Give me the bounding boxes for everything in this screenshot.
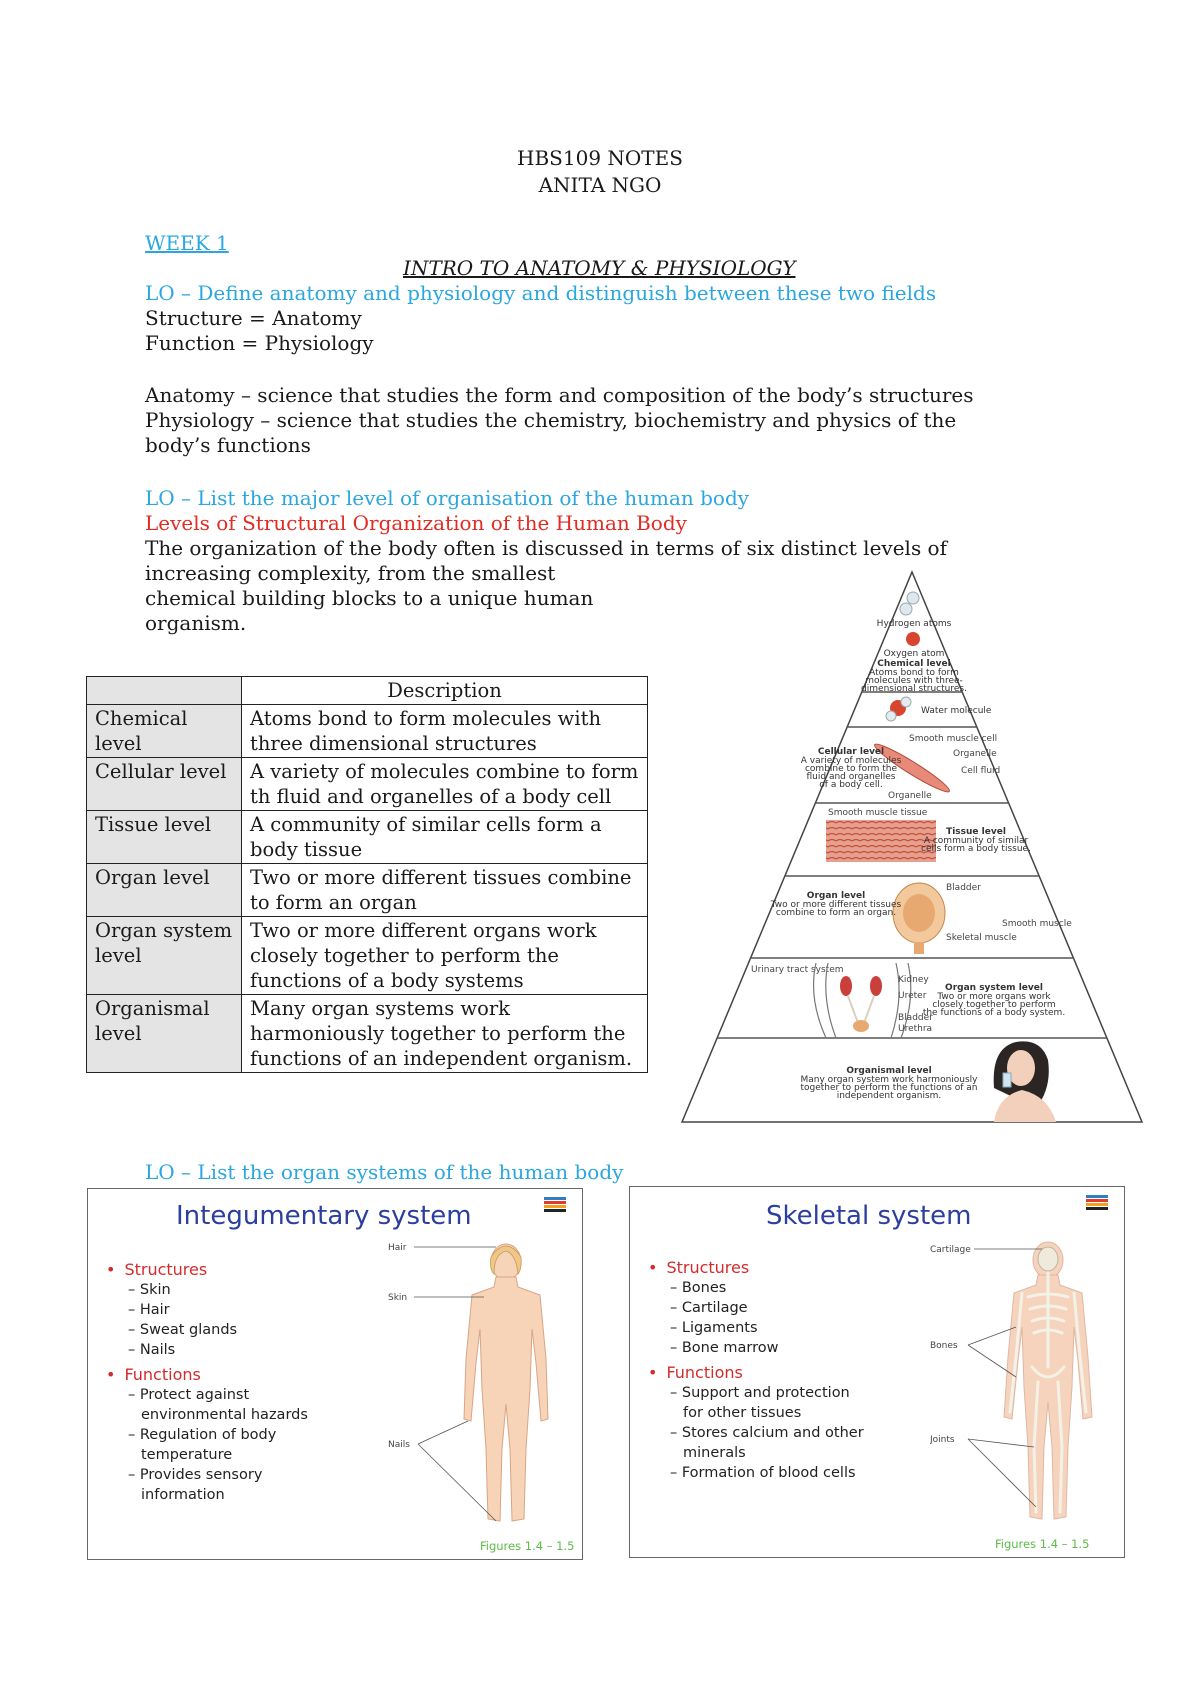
figure-reference: Figures 1.4 – 1.5 [480,1539,575,1553]
level-name: Chemical level [87,705,242,758]
structures-label: • Structures [648,1258,948,1278]
figure-reference: Figures 1.4 – 1.5 [995,1537,1090,1551]
chemical-level-text-2: molecules with three- [865,676,963,686]
table-row [87,917,648,995]
hydrogen-atom-icon [900,603,912,615]
table-row [87,758,648,811]
structure-item: – Bone marrow [661,1338,948,1358]
skeletal-list [648,1255,948,1483]
organelle-label: Organelle [953,749,997,759]
organelle-label-2: Organelle [888,791,932,801]
level-name: Tissue level [87,811,242,864]
organ-system-text-3: the functions of a body system. [922,1008,1066,1018]
organ-level-title: Organ level [806,891,866,901]
urethra-label: Urethra [898,1024,933,1034]
structures-label: • Structures [106,1260,406,1280]
function-item: – Stores calcium and other minerals [661,1423,868,1463]
bladder-label: Bladder [946,883,981,893]
kidney-icon [840,976,852,996]
smooth-muscle-cell-label: Smooth muscle cell [909,734,998,744]
structure-item: – Hair [119,1300,406,1320]
oxygen-atom-label: Oxygen atom [883,649,945,659]
slide-title: Integumentary system [176,1201,472,1231]
publisher-logo-icon [544,1197,566,1213]
cellular-level-title: Cellular level [817,747,885,757]
cellular-level-text-4: of a body cell. [819,780,883,790]
organization-pyramid-figure [676,568,1148,1128]
organ-level-text-2: combine to form an organ. [775,908,897,918]
document-title: HBS109 NOTES [517,146,683,170]
oxygen-atom-icon [906,632,920,646]
integumentary-list [106,1257,406,1505]
levels-table [86,676,648,1073]
human-skeleton-figure [930,1227,1120,1537]
organismal-level-text-1: Many organ system work harmoniously [800,1075,978,1085]
levels-intro-4: organism. [145,611,247,635]
table-header-description: Description [242,677,648,705]
organismal-level-text-3: independent organism. [836,1091,942,1101]
level-name: Organismal level [87,995,242,1073]
hydrogen-atoms-label: Hydrogen atoms [876,619,952,629]
levels-intro-1: The organization of the body often is discussed in terms of six distinct levels of [145,536,948,560]
level-name: Cellular level [87,758,242,811]
structure-item: – Cartilage [661,1298,948,1318]
organismal-level-text-2: together to perform the functions of an [800,1083,978,1093]
tissue-level-text-2: cells form a body tissue. [921,844,1031,854]
level-description: A community of similar cells form a body tissue [242,811,648,864]
structure-item: – Nails [119,1340,406,1360]
table-header-empty [87,677,242,705]
cellular-level-text-2: combine to form the [804,764,898,774]
hydrogen-atom-icon [907,592,919,604]
cellular-level-text-3: fluid and organelles [806,772,896,782]
publisher-logo-icon [1086,1195,1108,1211]
function-item: – Protect against environmental hazards [119,1385,311,1425]
slide-title: Skeletal system [766,1201,972,1231]
level-description: Atoms bond to form molecules with three dimensional structures [242,705,648,758]
joints-callout: Joints [930,1435,955,1445]
lo1-heading: LO – Define anatomy and physiology and distinguish between these two fields [145,281,937,305]
structure-item: – Ligaments [661,1318,948,1338]
topic-heading: INTRO TO ANATOMY & PHYSIOLOGY [403,256,796,280]
water-molecule-label: Water molecule [921,706,992,716]
lo1-line1: Structure = Anatomy [145,306,362,330]
chemical-level-title: Chemical level [877,659,951,669]
cartilage-callout: Cartilage [930,1245,971,1255]
organ-system-text-2: closely together to perform [932,1000,1056,1010]
table-header-row [87,677,648,705]
physiology-definition-cont: body’s functions [145,433,311,457]
level-description: Two or more different organs work closely together to perform the functions of a body systems [242,917,648,995]
structure-item: – Bones [661,1278,948,1298]
document-author: ANITA NGO [538,173,662,197]
organ-system-text-1: Two or more organs work [937,992,1051,1002]
functions-label: • Functions [648,1363,948,1383]
level-name: Organ level [87,864,242,917]
nails-callout: Nails [388,1440,410,1450]
integumentary-slide [87,1188,583,1560]
function-item: – Regulation of body temperature [119,1425,291,1465]
levels-intro-3: chemical building blocks to a unique human [145,586,594,610]
cell-fluid-label: Cell fluid [961,766,1001,776]
structure-item: – Skin [119,1280,406,1300]
physiology-definition: Physiology – science that studies the chemistry, biochemistry and physics of the [145,408,957,432]
muscle-tissue-icon [826,820,936,862]
hair-callout: Hair [388,1243,407,1253]
level-name: Organ system level [87,917,242,995]
skeletal-muscle-label: Skeletal muscle [946,933,1017,943]
lo3-heading: LO – List the organ systems of the human body [145,1160,624,1184]
table-row [87,705,648,758]
function-item: – Formation of blood cells [661,1463,883,1483]
lo2-heading: LO – List the major level of organisation of the human body [145,486,750,510]
table-row [87,864,648,917]
week-heading: WEEK 1 [145,231,229,255]
chemical-level-text-3: dimensional structures. [861,684,967,694]
function-item: – Provides sensory information [119,1465,291,1505]
levels-subheading: Levels of Structural Organization of the Human Body [145,511,687,535]
anatomy-definition: Anatomy – science that studies the form and composition of the body’s structures [145,383,974,407]
skeletal-slide [629,1186,1125,1558]
urinary-tract-label: Urinary tract system [751,965,844,975]
smooth-muscle-label: Smooth muscle [1002,919,1072,929]
human-body-skin-figure [388,1229,578,1539]
table-row [87,995,648,1073]
skin-callout: Skin [388,1293,408,1303]
level-description: A variety of molecules combine to form th fluid and organelles of a body cell [242,758,648,811]
organ-system-level-title: Organ system level [945,983,1043,993]
level-description: Two or more different tissues combine to form an organ [242,864,648,917]
tissue-level-text-1: A community of similar [923,836,1029,846]
smooth-muscle-tissue-label: Smooth muscle tissue [828,808,928,818]
bones-callout: Bones [930,1341,958,1351]
levels-intro-2: increasing complexity, from the smallest [145,561,556,585]
bladder-label-2: Bladder [898,1013,933,1023]
structure-item: – Sweat glands [119,1320,406,1340]
ureter-label: Ureter [898,991,927,1001]
organ-level-text-1: Two or more different tissues [770,900,902,910]
kidney-label: Kidney [898,975,929,985]
organismal-level-title: Organismal level [846,1066,932,1076]
table-row [87,811,648,864]
level-description: Many organ systems work harmoniously together to perform the functions of an independent organism. [242,995,648,1073]
function-item: – Support and protection for other tissues [661,1383,868,1423]
lo1-line2: Function = Physiology [145,331,374,355]
tissue-level-title: Tissue level [946,827,1006,837]
chemical-level-text-1: Atoms bond to form [869,668,959,678]
functions-label: • Functions [106,1365,406,1385]
cellular-level-text-1: A variety of molecules [800,756,902,766]
